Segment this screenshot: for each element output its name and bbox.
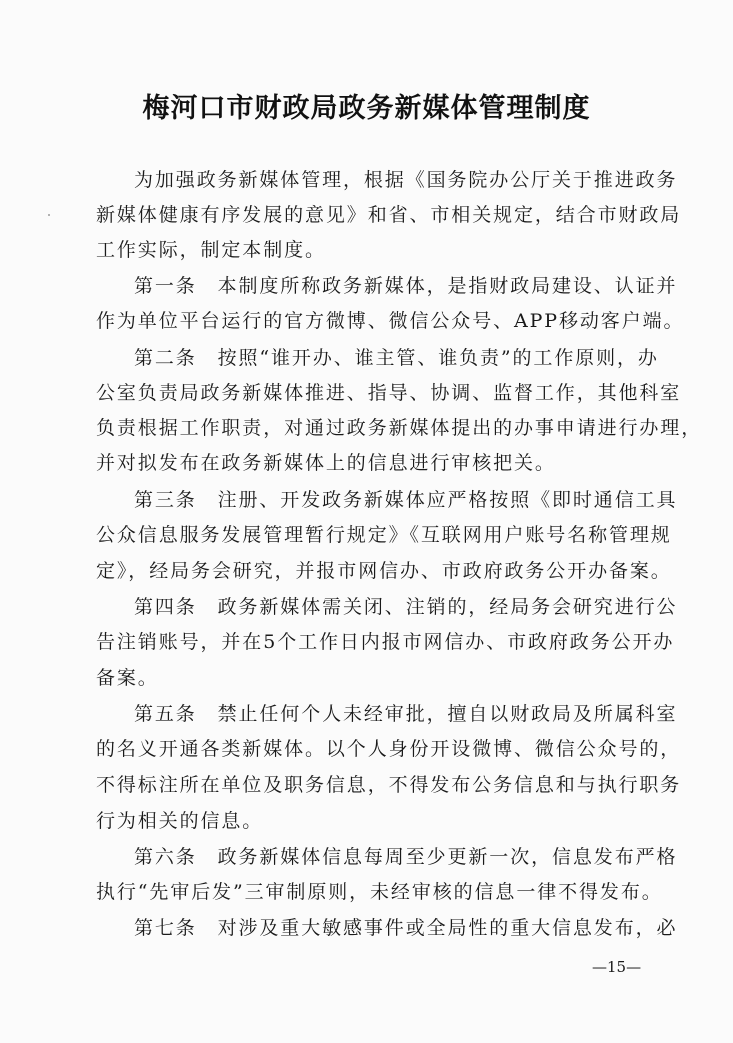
body-line: 执行“先审后发”三审制原则，未经审核的信息一律不得发布。 — [96, 881, 663, 903]
page-number: —15— — [592, 958, 642, 976]
body-line: 的名义开通各类新媒体。以个人身份开设微博、微信公众号的， — [96, 738, 682, 760]
body-line: 第一条 本制度所称政务新媒体，是指财政局建设、认证并 — [134, 275, 678, 297]
body-line: 公室负责局政务新媒体推进、指导、协调、监督工作，其他科室 — [96, 382, 682, 404]
body-line: 第四条 政务新媒体需关闭、注销的，经局务会研究进行公 — [134, 596, 678, 618]
body-line: 工作实际，制定本制度。 — [96, 239, 326, 261]
body-line: 新媒体健康有序发展的意见》和省、市相关规定，结合市财政局 — [96, 204, 682, 226]
body-line: 行为相关的信息。 — [96, 810, 264, 832]
body-line: 并对拟发布在政务新媒体上的信息进行审核把关。 — [96, 452, 556, 474]
body-line: 告注销账号，并在5个工作日内报市网信办、市政府政务公开办 — [96, 631, 675, 653]
body-line: 作为单位平台运行的官方微博、微信公众号、APP移动客户端。 — [96, 310, 685, 332]
body-line: 不得标注所在单位及职务信息，不得发布公务信息和与执行职务 — [96, 774, 682, 796]
body-line: 公众信息服务发展管理暂行规定》《互联网用户账号名称管理规 — [96, 524, 672, 546]
body-line: 负责根据工作职责，对通过政务新媒体提出的办事申请进行办理， — [96, 417, 703, 439]
document-title: 梅河口市财政局政务新媒体管理制度 — [142, 93, 591, 124]
body-line: 第五条 禁止任何个人未经审批，擅自以财政局及所属科室 — [134, 703, 678, 725]
body-line: 第二条 按照“谁开办、谁主管、谁负责”的工作原则，办 — [134, 347, 659, 369]
body-line: 第七条 对涉及重大敏感事件或全局性的重大信息发布，必 — [134, 917, 678, 939]
body-line: 定》，经局务会研究，并报市网信办、市政府政务公开办备案。 — [96, 560, 672, 582]
body-line: 第六条 政务新媒体信息每周至少更新一次，信息发布严格 — [134, 846, 678, 868]
body-line: 备案。 — [96, 667, 159, 689]
scan-speck — [48, 214, 50, 216]
body-line: 为加强政务新媒体管理，根据《国务院办公厅关于推进政务 — [134, 169, 678, 191]
body-line: 第三条 注册、开发政务新媒体应严格按照《即时通信工具 — [134, 489, 678, 511]
